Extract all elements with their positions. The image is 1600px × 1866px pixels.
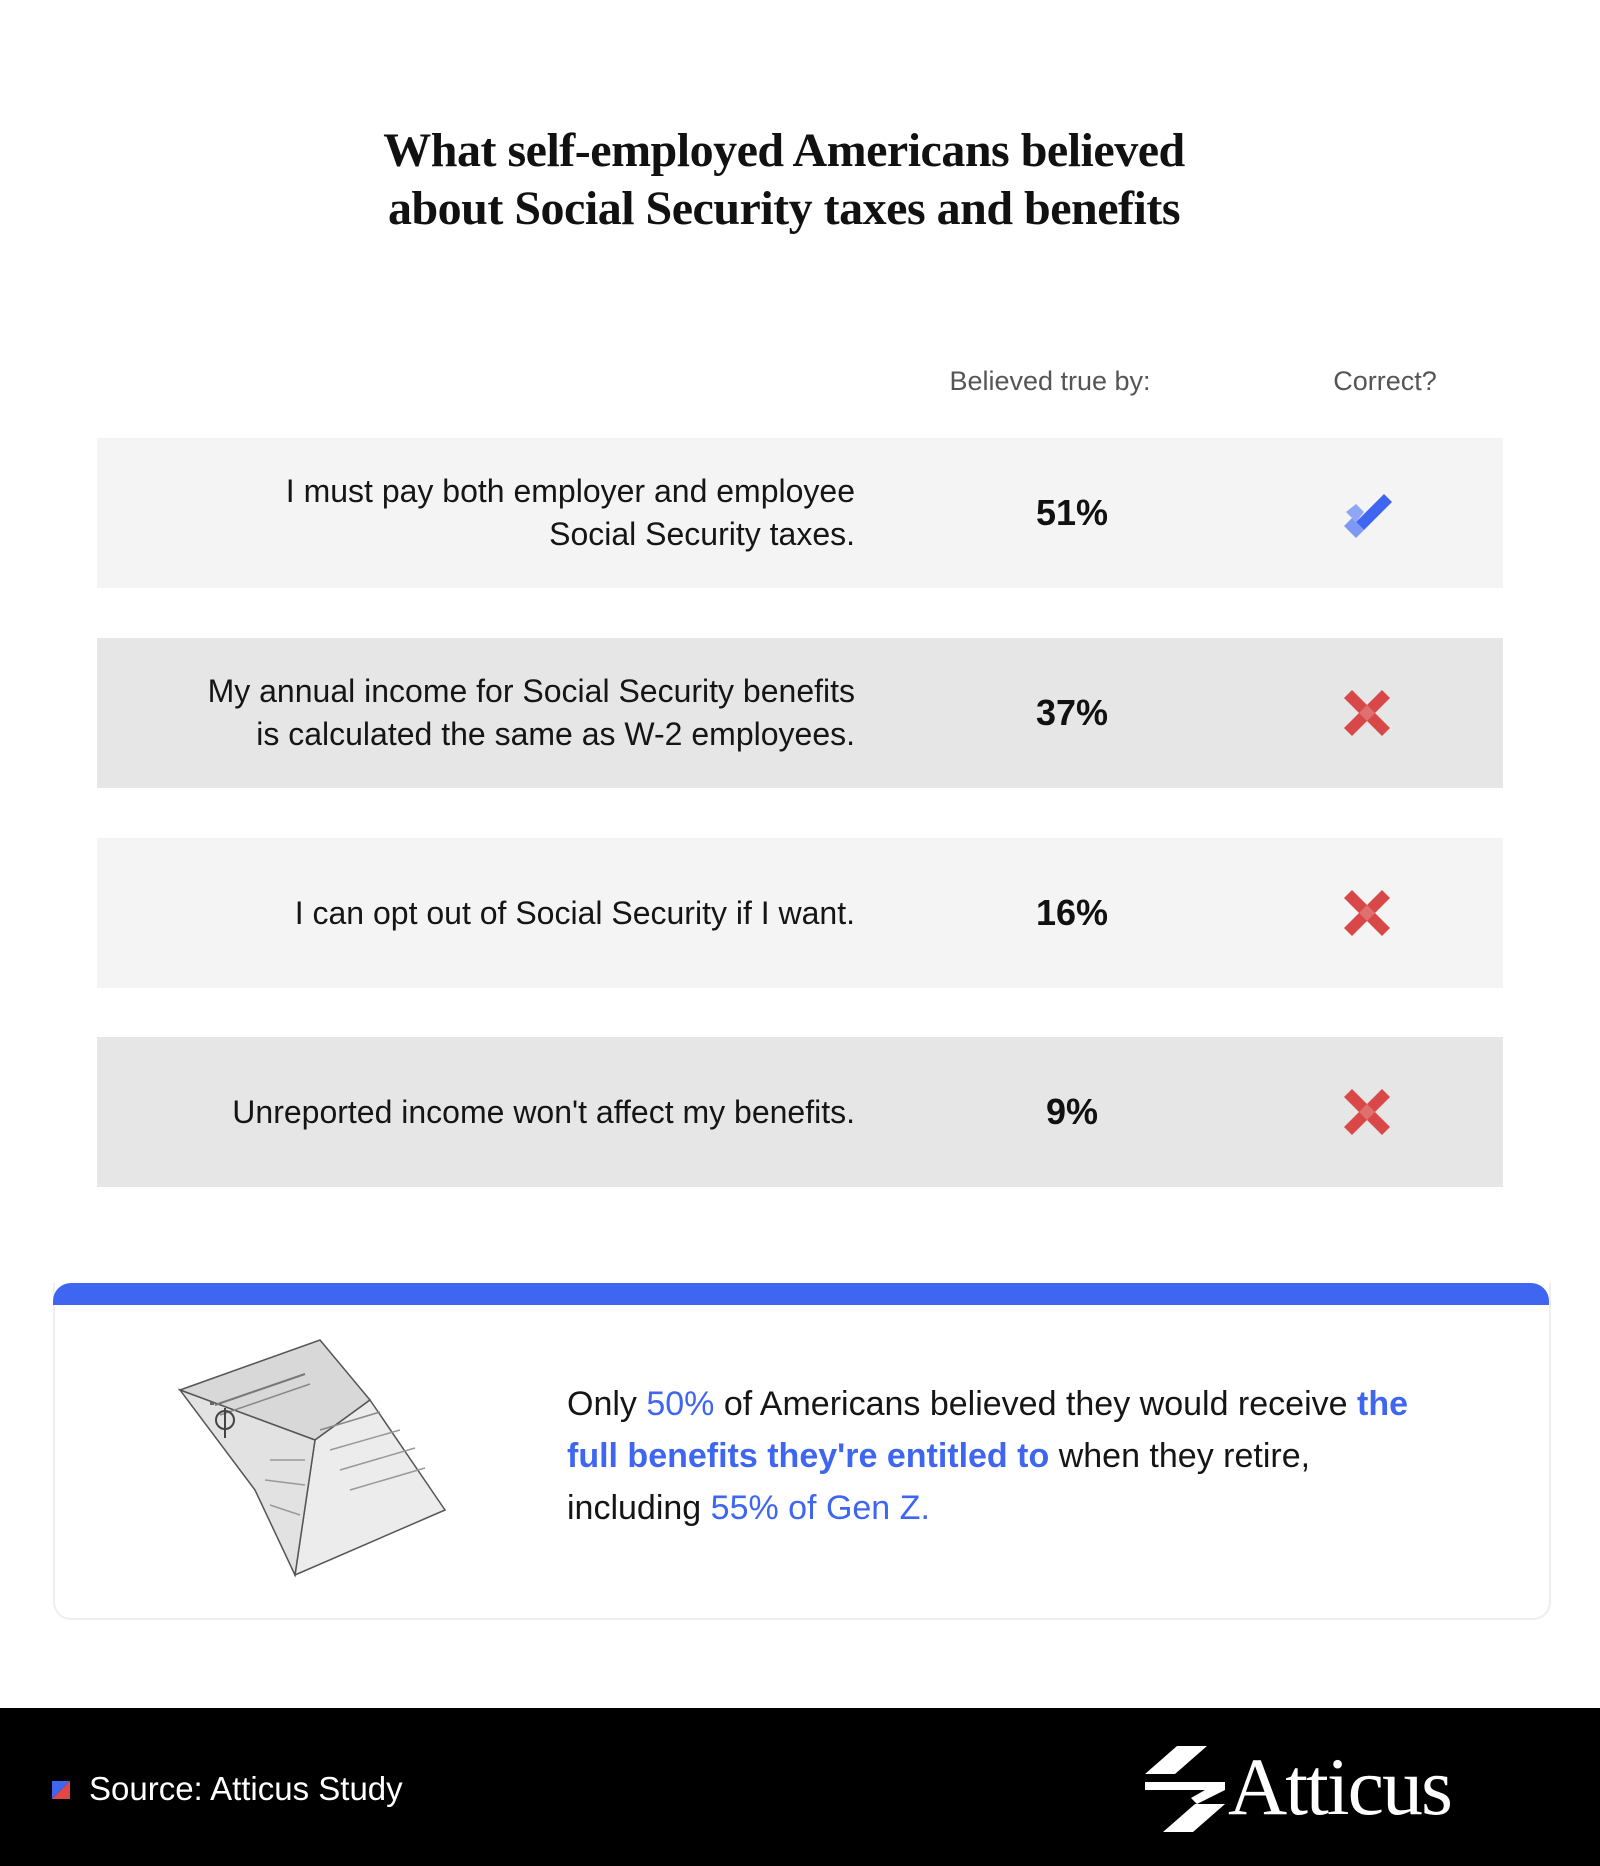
callout-text-part: .	[920, 1489, 930, 1527]
column-header-correct: Correct?	[1333, 366, 1437, 396]
callout-text-part: Only	[567, 1385, 647, 1423]
x-icon	[1332, 678, 1402, 748]
percent-value: 16%	[1035, 892, 1109, 933]
statement-line-2: is calculated the same as W-2 employees.	[256, 716, 855, 752]
column-header-believed: Believed true by:	[949, 366, 1151, 396]
table-row	[97, 638, 1503, 788]
table-row	[97, 438, 1503, 588]
highlight-gen-z: 55% of Gen Z	[710, 1489, 921, 1527]
highlight-full-benefits: the full benefits they're entitled to	[567, 1385, 1408, 1475]
check-icon	[1332, 478, 1402, 548]
table-row	[97, 838, 1503, 988]
statement-line-1: I must pay both employer and employee	[285, 473, 855, 509]
percent-value: 37%	[1035, 692, 1109, 733]
statement-line-2: Social Security taxes.	[549, 516, 855, 552]
highlight-50-percent: 50%	[646, 1385, 715, 1423]
callout-text-part: of Americans believed they would receive	[714, 1385, 1357, 1423]
statement	[115, 438, 855, 588]
statement	[115, 1037, 855, 1187]
x-icon	[1332, 1077, 1402, 1147]
table-row	[97, 1037, 1503, 1187]
callout-text-part: when they retire, including	[567, 1437, 1311, 1527]
statement-line-1: My annual income for Social Security benefits	[207, 673, 855, 709]
percent-value: 9%	[1045, 1091, 1099, 1132]
atticus-logo-icon	[1145, 1746, 1225, 1832]
source-label: Source: Atticus Study	[89, 1770, 403, 1807]
source-square-icon	[52, 1781, 70, 1799]
callout-accent-bar	[53, 1283, 1549, 1305]
title-line-2: about Social Security taxes and benefits	[387, 182, 1180, 235]
percent-value: 51%	[1035, 492, 1109, 533]
callout-text	[567, 1378, 1417, 1534]
x-icon	[1332, 878, 1402, 948]
statement-line-1: I can opt out of Social Security if I want.	[294, 894, 855, 931]
chart-title	[0, 122, 1568, 238]
statement-line-1: Unreported income won't affect my benefits.	[232, 1093, 855, 1130]
atticus-logo-text: Atticus	[1228, 1741, 1451, 1832]
document-illustration	[170, 1330, 460, 1590]
title-line-1: What self-employed Americans believed	[383, 124, 1185, 177]
statement	[115, 638, 855, 788]
statement	[115, 838, 855, 988]
